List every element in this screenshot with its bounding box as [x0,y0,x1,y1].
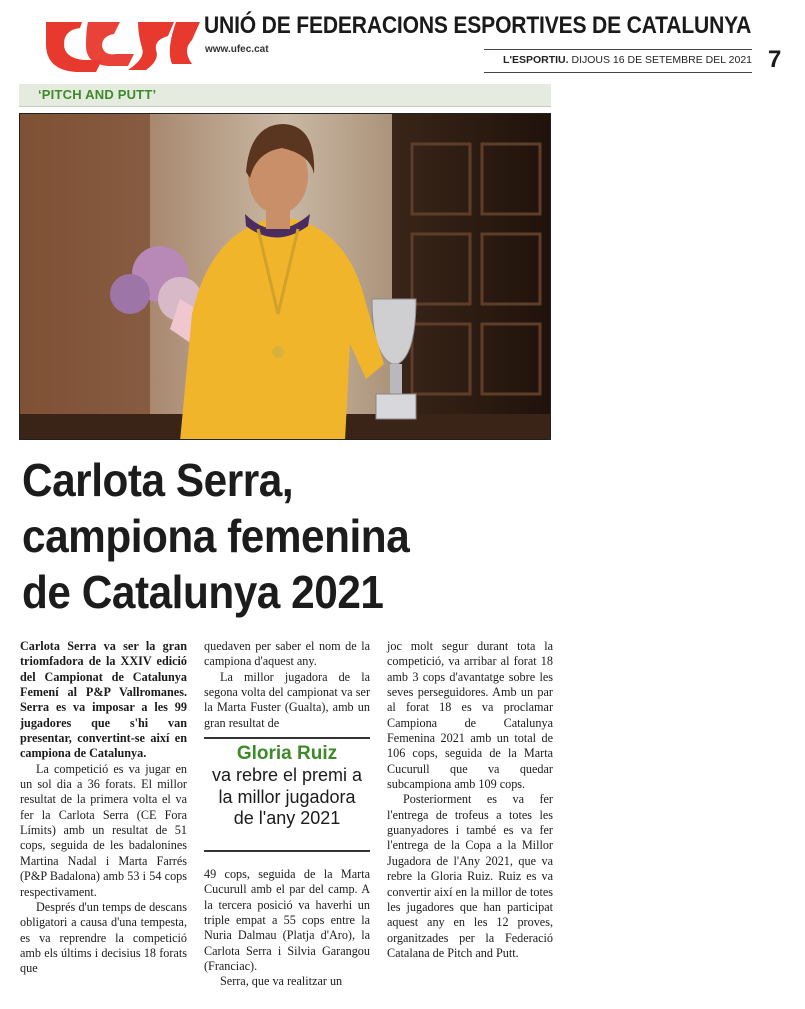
issue-date: DIJOUS 16 DE SETEMBRE DEL 2021 [571,54,752,66]
page-number: 7 [768,46,782,73]
article-headline [22,452,562,620]
article-column-2-continued [204,867,370,990]
dateline [486,54,752,66]
pull-quote-line: de l'any 2021 [233,808,341,828]
newspaper-name: L'ESPORTIU. [503,54,569,66]
pull-quote-name: Gloria Ruiz [236,743,338,764]
pull-quote [204,743,370,830]
headline-line: Carlota Serra, [22,454,294,506]
pull-quote-rule-top [204,737,370,739]
body-paragraph: 49 cops, seguida de la Marta Cucurull amb el par del camp. A la tercera posició va haverhi un triple empat a 55 cops entre la Nuria Dalmau (Platja d'Aro), la Carlota Serra i Silvia Garangou (Franciac). [204,867,370,974]
article-column-1 [20,639,187,977]
body-paragraph: quedaven per saber el nom de la campiona d'aquest any. [204,639,370,669]
article-column-3 [387,639,553,961]
body-paragraph: La millor jugadora de la segona volta del campionat va ser la Marta Fuster (Gualta), amb un gran resultat de [204,669,370,730]
section-label: ‘PITCH AND PUTT’ [38,87,157,102]
article-photo [19,113,551,440]
organization-title: UNIÓ DE FEDERACIONS ESPORTIVES DE CATALUNYA [204,12,752,39]
body-paragraph: Posteriorment es va fer l'entrega de trofeus a totes les guanyadores i també es va fer l'entrega de la Copa a la Millor Jugadora de l'Any 2021, que va rebre la Gloria Ruiz. Ruiz es va convertir així en la millor de totes les jugadores que han participat aquest any en les 12 proves, organitzades per la Federació Catalana de Pitch and Putt. [387,792,553,960]
pull-quote-rule-bottom [204,850,370,852]
body-paragraph: La competició es va jugar en un sol dia a 36 forats. El millor resultat de la primera volta el va fer la Carlota Serra (CE Fora Límits) amb un resultat de 51 cops, seguida de les badalonines Martina Nadal i Marta Farrés (P&P Badalona) amb 53 i 54 cops respectivament. [20,761,187,899]
headline-line: de Catalunya 2021 [22,566,384,618]
body-paragraph: Després d'un temps de descans obligatori a causa d'una tempesta, es va reprendre la competició amb els últims i decisius 18 forats que [20,899,187,976]
article-column-2 [204,639,370,731]
header-rule-bottom [484,72,752,73]
headline-line: campiona femenina [22,510,410,562]
lead-paragraph: Carlota Serra va ser la gran triomfadora de la XXIV edició del Campionat de Catalunya Femení al P&P Vallromanes. Serra es va imposar a les 99 jugadores que s'hi van presentar, convertint-se així en campiona de Catalunya. [20,639,187,761]
header-rule [484,49,752,50]
pull-quote-line: la millor jugadora [218,786,356,807]
website-url: www.ufec.cat [205,44,269,55]
pull-quote-line: va rebre el premi a [211,765,363,785]
body-paragraph: Serra, que va realitzar un [220,974,343,989]
body-paragraph: joc molt segur durant tota la competició, va arribar al forat 18 amb 3 cops d'avantatge sobre les seves perseguidores. Amb un par al forat 18 es va proclamar Campiona de Catalunya Femenina 2021 amb un total de 106 cops, seguida de la Marta Cucurull que va quedar subcampiona amb 109 cops. [387,639,553,792]
ufec-logo [42,14,202,76]
